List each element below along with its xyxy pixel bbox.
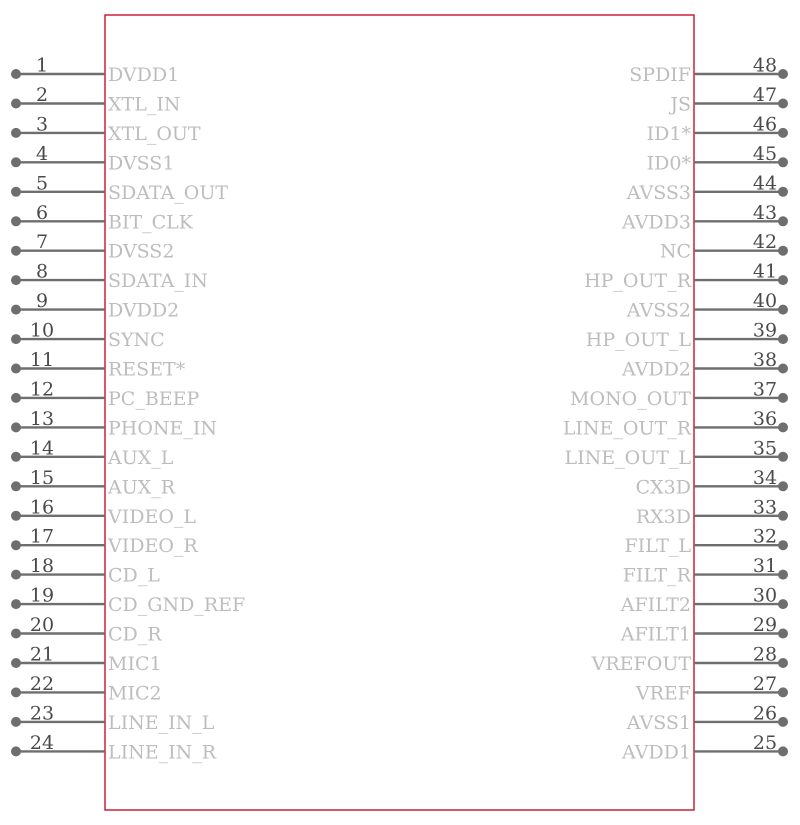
pin-terminal-dot — [11, 69, 21, 79]
pin-38 — [621, 349, 788, 381]
pin-4 — [11, 143, 174, 175]
pin-number: 36 — [752, 407, 778, 430]
pin-name: BIT_CLK — [108, 211, 193, 234]
pin-name: VIDEO_L — [108, 505, 197, 528]
pin-terminal-dot — [778, 658, 788, 668]
pin-35 — [565, 437, 789, 469]
pin-39 — [586, 320, 788, 352]
pin-25 — [621, 732, 788, 764]
pin-terminal-dot — [11, 364, 21, 374]
pin-2 — [11, 84, 180, 116]
pin-19 — [11, 585, 245, 617]
pin-name: AVSS1 — [626, 711, 691, 734]
pin-8 — [11, 261, 208, 293]
pin-32 — [624, 526, 788, 558]
pin-name: JS — [670, 93, 691, 116]
pin-terminal-dot — [778, 246, 788, 256]
pin-name: AVSS2 — [626, 299, 691, 322]
pin-number: 21 — [29, 643, 55, 666]
pin-40 — [626, 290, 788, 322]
pin-terminal-dot — [11, 216, 21, 226]
pin-33 — [636, 496, 788, 528]
pin-15 — [11, 467, 176, 499]
pin-16 — [11, 496, 196, 528]
pin-30 — [620, 585, 788, 617]
pin-terminal-dot — [778, 599, 788, 609]
pin-name: ID1* — [646, 122, 691, 145]
pin-45 — [647, 143, 788, 175]
pin-terminal-dot — [11, 511, 21, 521]
pin-number: 11 — [29, 349, 55, 371]
pin-name: PC_BEEP — [108, 387, 200, 410]
pin-number: 28 — [752, 643, 778, 666]
pin-27 — [635, 673, 788, 705]
pin-name: AVDD1 — [621, 741, 691, 764]
left-pin-column — [11, 55, 245, 764]
pin-number: 45 — [752, 142, 778, 165]
pin-name: DVDD1 — [108, 64, 180, 86]
pin-name: AFILT1 — [620, 623, 691, 646]
pin-terminal-dot — [778, 629, 788, 639]
pin-name: AFILT2 — [620, 594, 691, 617]
pin-name: AVDD3 — [621, 211, 691, 234]
pin-name: CX3D — [635, 476, 691, 499]
pin-24 — [11, 732, 217, 764]
pin-name: VREFOUT — [591, 653, 691, 675]
pin-5 — [11, 172, 228, 204]
pin-terminal-dot — [778, 275, 788, 285]
pin-number: 35 — [752, 437, 778, 460]
pin-name: DVDD2 — [108, 299, 180, 322]
pin-name: LINE_OUT_L — [564, 446, 691, 469]
pin-terminal-dot — [778, 216, 788, 226]
pin-number: 17 — [29, 525, 55, 548]
pin-terminal-dot — [11, 187, 21, 197]
pin-name: SYNC — [108, 329, 165, 352]
pin-number: 47 — [752, 84, 778, 106]
pin-number: 48 — [752, 54, 778, 77]
pin-name: MONO_OUT — [570, 387, 691, 410]
pin-name: RESET* — [108, 358, 186, 381]
pin-terminal-dot — [778, 570, 788, 580]
pin-number: 32 — [752, 525, 778, 548]
pin-number: 14 — [29, 437, 55, 460]
pin-number: 46 — [752, 113, 778, 136]
pin-number: 20 — [29, 614, 55, 636]
pin-terminal-dot — [778, 422, 788, 432]
pin-18 — [11, 555, 160, 587]
pin-terminal-dot — [11, 275, 21, 285]
pin-6 — [11, 202, 194, 234]
pin-terminal-dot — [11, 658, 21, 668]
pin-name: FILT_R — [622, 564, 691, 587]
pin-number: 6 — [35, 201, 49, 224]
pin-terminal-dot — [11, 687, 21, 697]
pin-name: AVDD2 — [621, 358, 691, 381]
pin-terminal-dot — [11, 481, 21, 491]
pin-terminal-dot — [778, 99, 788, 109]
pin-11 — [11, 349, 186, 381]
pin-42 — [660, 231, 788, 263]
pin-number: 22 — [29, 672, 55, 695]
pin-terminal-dot — [778, 157, 788, 167]
right-pin-column — [563, 55, 788, 764]
pin-number: 3 — [35, 113, 49, 136]
pin-name: VIDEO_R — [108, 535, 198, 558]
pin-number: 9 — [35, 290, 49, 313]
pin-terminal-dot — [11, 246, 21, 256]
pin-number: 15 — [29, 466, 55, 489]
pin-number: 40 — [752, 290, 778, 313]
pin-terminal-dot — [778, 393, 788, 403]
pin-name: XTL_IN — [108, 93, 181, 116]
pin-number: 43 — [752, 201, 778, 224]
pin-7 — [11, 231, 174, 263]
pin-number: 34 — [752, 466, 778, 489]
pin-name: VREF — [635, 682, 691, 705]
pin-3 — [11, 113, 201, 145]
pin-26 — [626, 702, 788, 734]
pin-number: 12 — [29, 378, 55, 401]
pin-number: 25 — [752, 731, 778, 754]
pin-name: SDATA_IN — [108, 270, 208, 293]
pin-number: 30 — [752, 584, 778, 607]
pin-terminal-dot — [778, 717, 788, 727]
pin-name: CD_GND_REF — [108, 594, 246, 617]
pin-terminal-dot — [11, 540, 21, 550]
pin-terminal-dot — [11, 746, 21, 756]
pin-terminal-dot — [11, 157, 21, 167]
pin-43 — [621, 202, 788, 234]
pin-number: 2 — [35, 84, 49, 106]
pin-terminal-dot — [778, 128, 788, 138]
pin-20 — [11, 614, 162, 646]
pin-terminal-dot — [11, 128, 21, 138]
pin-number: 33 — [752, 496, 778, 519]
pin-number: 1 — [35, 54, 49, 77]
pin-37 — [570, 378, 788, 410]
pin-number: 8 — [35, 260, 49, 283]
pin-terminal-dot — [11, 629, 21, 639]
pin-name: LINE_IN_R — [108, 741, 217, 764]
pin-terminal-dot — [778, 540, 788, 550]
pin-terminal-dot — [778, 364, 788, 374]
pin-48 — [629, 55, 788, 87]
pin-number: 24 — [29, 731, 55, 754]
pin-name: ID0* — [646, 152, 691, 175]
pin-terminal-dot — [11, 305, 21, 315]
pin-name: MIC1 — [108, 653, 162, 675]
pin-name: XTL_OUT — [108, 122, 201, 145]
pin-31 — [623, 555, 788, 587]
pin-13 — [11, 408, 217, 440]
pin-name: SDATA_OUT — [108, 181, 229, 204]
pin-name: CD_L — [108, 564, 160, 587]
pin-name: LINE_OUT_R — [562, 417, 691, 440]
pin-number: 27 — [752, 672, 778, 695]
pin-number: 23 — [29, 702, 55, 725]
pin-name: SPDIF — [629, 64, 691, 86]
pin-number: 13 — [29, 407, 55, 430]
pin-terminal-dot — [778, 187, 788, 197]
pin-terminal-dot — [11, 334, 21, 344]
pin-number: 41 — [752, 260, 778, 283]
pin-terminal-dot — [778, 69, 788, 79]
pin-number: 10 — [29, 319, 55, 342]
pin-number: 7 — [35, 231, 49, 254]
pin-terminal-dot — [11, 393, 21, 403]
pin-22 — [11, 673, 162, 705]
pin-name: MIC2 — [108, 682, 162, 705]
pin-name: LINE_IN_L — [108, 711, 215, 734]
pin-terminal-dot — [778, 481, 788, 491]
pin-number: 38 — [752, 349, 778, 371]
pin-41 — [584, 261, 788, 293]
pin-47 — [668, 84, 788, 116]
pin-number: 4 — [35, 142, 49, 165]
pin-9 — [11, 290, 179, 322]
pin-terminal-dot — [11, 599, 21, 609]
pin-name: AVSS3 — [626, 181, 691, 204]
pin-name: HP_OUT_R — [584, 270, 691, 293]
pin-46 — [647, 113, 788, 145]
pin-28 — [591, 644, 788, 676]
pin-name: NC — [659, 240, 691, 263]
pin-number: 26 — [752, 702, 778, 725]
pin-terminal-dot — [778, 746, 788, 756]
pin-14 — [11, 437, 174, 469]
pin-23 — [11, 702, 215, 734]
pin-name: RX3D — [635, 505, 691, 528]
pin-number: 44 — [752, 172, 778, 195]
pin-name: PHONE_IN — [108, 417, 218, 440]
pin-number: 16 — [29, 496, 55, 519]
pin-36 — [563, 408, 788, 440]
pin-44 — [626, 172, 788, 204]
pin-terminal-dot — [778, 687, 788, 697]
pin-name: DVSS2 — [108, 240, 175, 263]
pin-10 — [11, 320, 165, 352]
pin-name: AUX_R — [108, 476, 176, 499]
pin-34 — [636, 467, 788, 499]
pin-terminal-dot — [11, 422, 21, 432]
pin-1 — [11, 55, 179, 87]
pin-terminal-dot — [11, 570, 21, 580]
pin-terminal-dot — [11, 99, 21, 109]
pin-number: 39 — [752, 319, 778, 342]
pin-number: 31 — [752, 555, 778, 578]
pin-name: HP_OUT_L — [585, 329, 691, 352]
pin-number: 37 — [752, 378, 778, 401]
pin-name: CD_R — [108, 623, 162, 646]
pin-name: DVSS1 — [108, 152, 175, 175]
pin-terminal-dot — [11, 717, 21, 727]
pin-29 — [620, 614, 788, 646]
pin-name: AUX_L — [108, 446, 174, 469]
pin-terminal-dot — [11, 452, 21, 462]
pin-name: FILT_L — [624, 535, 691, 558]
pin-number: 5 — [35, 172, 49, 195]
pin-terminal-dot — [778, 452, 788, 462]
pin-terminal-dot — [778, 511, 788, 521]
pin-terminal-dot — [778, 305, 788, 315]
pin-terminal-dot — [778, 334, 788, 344]
pin-number: 18 — [29, 555, 55, 578]
pin-number: 42 — [752, 231, 778, 254]
pin-21 — [11, 644, 162, 676]
pin-number: 29 — [752, 614, 778, 636]
pin-number: 19 — [29, 584, 55, 607]
